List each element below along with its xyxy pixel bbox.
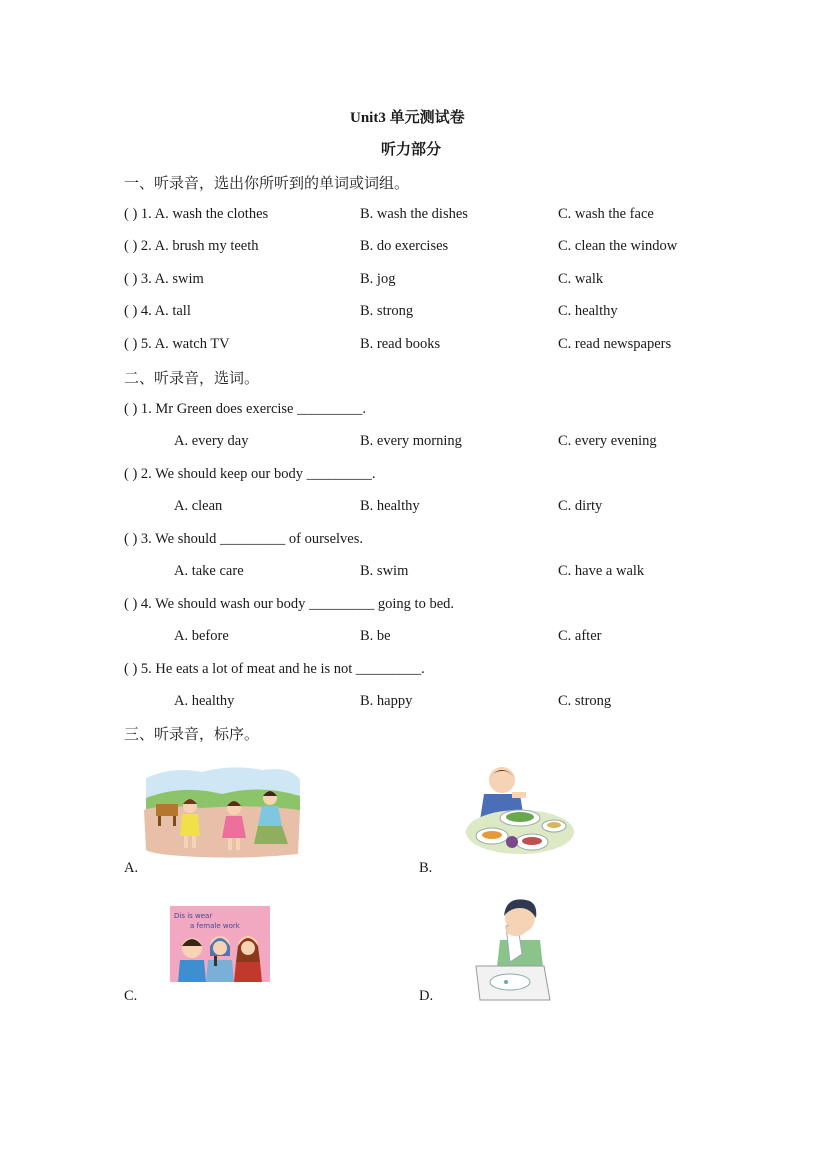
picture-a-kids-in-park [142,764,302,860]
option-c: C. read newspapers [558,336,672,352]
option-c: C. clean the window [558,238,678,254]
question-stem: ( ) 4. A. tall [124,303,191,319]
page-title: Unit3 单元测试卷 [350,110,465,126]
question-stem: ( ) 2. A. brush my teeth [124,238,259,254]
option-b: B. jog [360,271,396,287]
question-stem: ( ) 1. A. wash the clothes [124,206,269,222]
question-stem: ( ) 3. A. swim [124,271,204,287]
question-stem: ( ) 2. We should keep our body _________. [124,466,376,482]
option-a: A. before [174,628,229,644]
option-b: B. every morning [360,433,462,449]
option-b: B. wash the dishes [360,206,468,222]
page-subtitle: 听力部分 [381,142,442,158]
section1-heading: 一、听录音，选出你所听到的单词或词组。 [124,176,410,192]
picture-b-boy-eating [462,762,574,858]
option-b: B. healthy [360,498,420,514]
picture-d-label: D. [419,988,434,1004]
poster-text-line-2: a female work [190,922,240,930]
poster-text-line-1: Dis is wear [174,912,213,920]
picture-c-label: C. [124,988,138,1004]
option-c: C. walk [558,271,604,287]
question-stem: ( ) 5. He eats a lot of meat and he is not _________. [124,661,425,677]
question-stem: ( ) 3. We should _________ of ourselves. [124,531,363,547]
picture-a-label: A. [124,860,139,876]
option-b: B. be [360,628,391,644]
picture-b-label: B. [419,860,433,876]
option-b: B. strong [360,303,414,319]
question-stem: ( ) 1. Mr Green does exercise _________. [124,401,366,417]
option-a: A. every day [174,433,249,449]
picture-d-boy-washing-face [470,896,570,1004]
picture-c-kids-singing [170,906,270,982]
option-c: C. strong [558,693,612,709]
option-a: A. healthy [174,693,235,709]
option-b: B. swim [360,563,409,579]
option-c: C. healthy [558,303,618,319]
option-c: C. every evening [558,433,657,449]
option-b: B. read books [360,336,441,352]
option-c: C. wash the face [558,206,654,222]
option-a: A. take care [174,563,244,579]
option-c: C. dirty [558,498,603,514]
option-a: A. clean [174,498,223,514]
option-c: C. after [558,628,602,644]
section2-heading: 二、听录音，选词。 [124,371,260,387]
option-b: B. do exercises [360,238,449,254]
question-stem: ( ) 4. We should wash our body _________ going to bed. [124,596,455,612]
option-c: C. have a walk [558,563,645,579]
section3-heading: 三、听录音，标序。 [124,727,260,743]
question-stem: ( ) 5. A. watch TV [124,336,230,352]
option-b: B. happy [360,693,413,709]
